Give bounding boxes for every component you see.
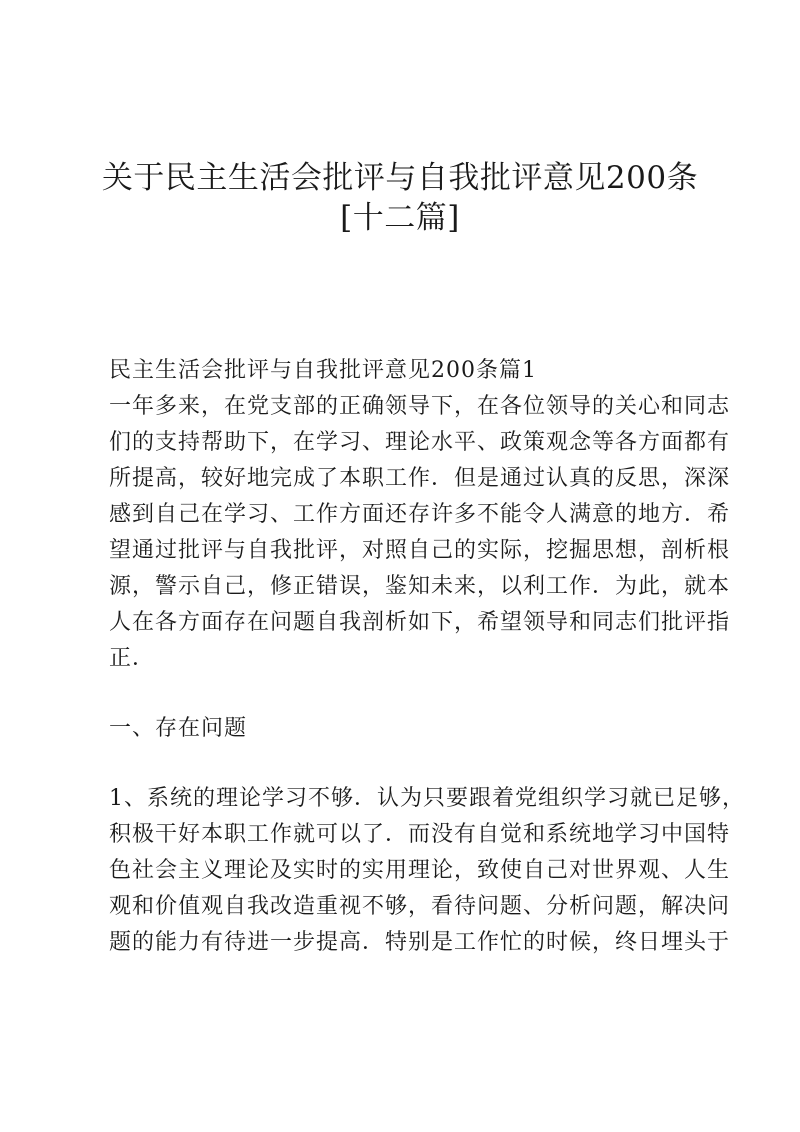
paragraph-line: 们的支持帮助下，在学习、理论水平、政策观念等各方面都有 — [109, 430, 731, 455]
paragraph-line: 积极干好本职工作就可以了．而没有自觉和系统地学习中国特 — [109, 822, 731, 847]
paragraph-line: 源，警示自己，修正错误，鉴知未来，以利工作．为此，就本 — [109, 574, 731, 599]
section-heading: 一、存在问题 — [109, 716, 248, 741]
title-line-2: [十二篇] — [340, 200, 460, 236]
paragraph-line: 正． — [109, 646, 156, 671]
paragraph-line: 观和价值观自我改造重视不够，看待问题、分析问题，解决问 — [109, 894, 731, 919]
title-line-1: 关于民主生活会批评与自我批评意见200条 — [101, 160, 699, 196]
document-title — [60, 158, 740, 238]
document-body — [109, 353, 745, 961]
paragraph-2 — [109, 781, 745, 961]
paragraph-1 — [109, 389, 731, 677]
subheading: 民主生活会批评与自我批评意见200条篇1 — [109, 358, 537, 383]
paragraph-line: 望通过批评与自我批评，对照自己的实际，挖掘思想，剖析根 — [109, 538, 731, 563]
paragraph-line: 题的能力有待进一步提高．特别是工作忙的时候，终日埋头于 — [109, 930, 731, 955]
paragraph-line: 一年多来，在党支部的正确领导下，在各位领导的关心和同志 — [109, 394, 731, 419]
paragraph-line: 色社会主义理论及实时的实用理论，致使自己对世界观、人生 — [109, 858, 731, 883]
paragraph-line: 感到自己在学习、工作方面还存许多不能令人满意的地方．希 — [109, 502, 731, 527]
paragraph-line: 1、系统的理论学习不够．认为只要跟着党组织学习就已足够， — [109, 786, 745, 811]
paragraph-line: 人在各方面存在问题自我剖析如下，希望领导和同志们批评指 — [109, 610, 731, 635]
paragraph-line: 所提高，较好地完成了本职工作．但是通过认真的反思，深深 — [109, 466, 731, 491]
